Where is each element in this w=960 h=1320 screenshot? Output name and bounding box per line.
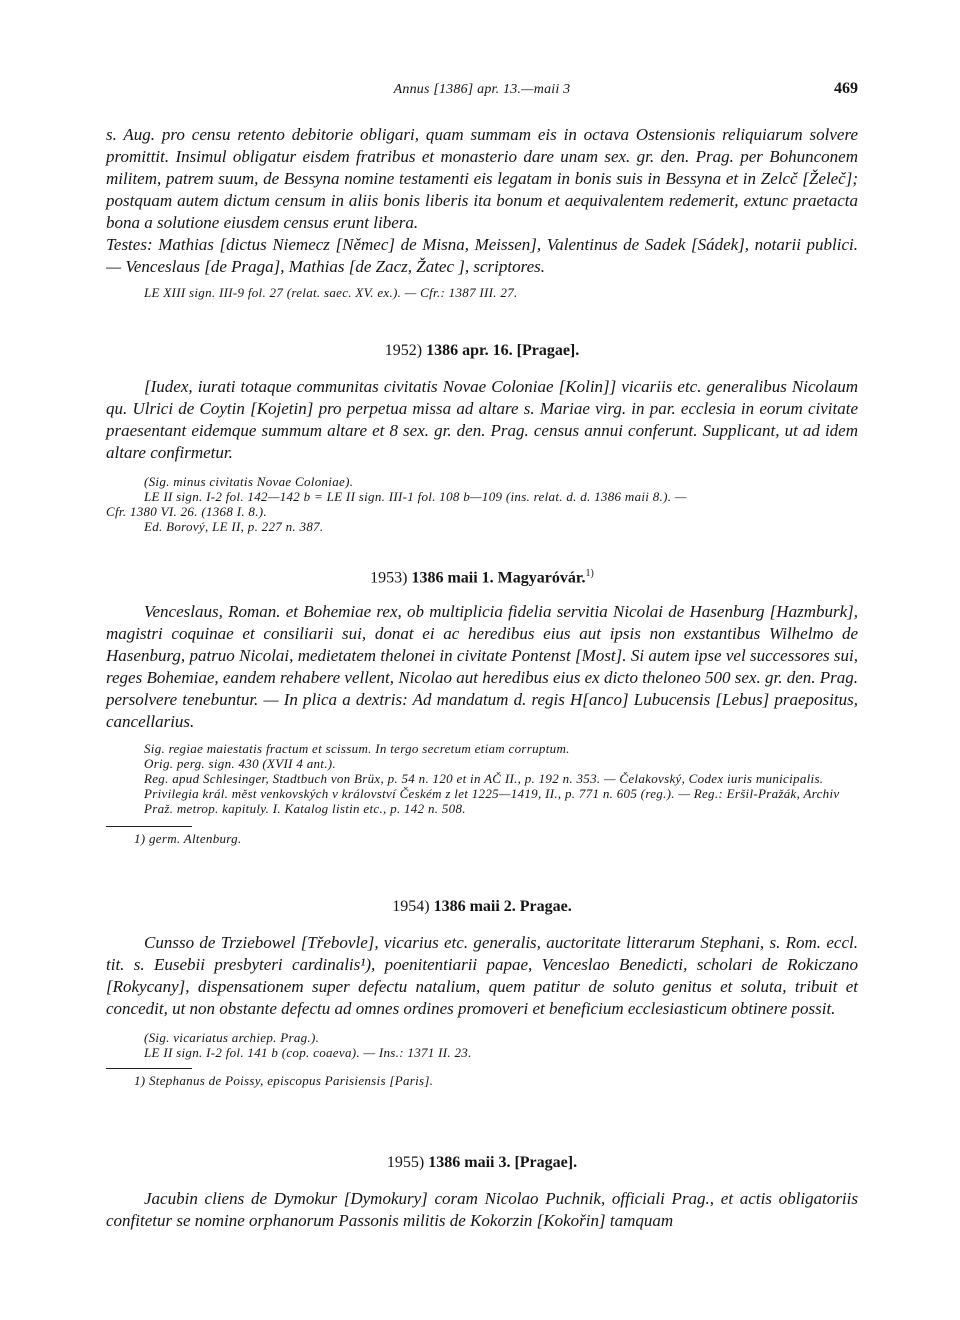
entry-text: Cunsso de Trziebowel [Třebovle], vicarius etc. generalis, auctoritate litterarum Stephani, s. Rom. eccl. tit. s. Eusebii presbyteri cardinalis¹), poenitentiarii papae, Venceslao Benedicti, scholari de Rokiczano [Rokycany], dispensationem super defectu natalium, quem patitur de soluto genitus et soluta, tribuit et concedit, ut non obstante defectu ad omnes ordines promoveri et beneficium ecclesiasticum obtinere possit. — [106, 933, 858, 1018]
entry-heading — [106, 1154, 858, 1172]
footnote: 1) germ. Altenburg. — [134, 831, 242, 847]
entry-heading — [106, 898, 858, 916]
entry-sources — [106, 741, 858, 816]
footnote-mark: 1) — [585, 568, 594, 579]
document-page — [106, 80, 858, 1230]
source-line: LE II sign. I-2 fol. 141 b (cop. coaeva). — Ins.: 1371 II. 23. — [144, 1045, 472, 1060]
source-line: Cfr. 1380 VI. 26. (1368 I. 8.). — [106, 504, 267, 519]
source-line: Orig. perg. sign. 430 (XVII 4 ant.). — [144, 756, 336, 772]
footnote: 1) Stephanus de Poissy, episcopus Parisiensis [Paris]. — [134, 1073, 434, 1088]
source-line: LE II sign. I-2 fol. 142—142 b = LE II sign. III-1 fol. 108 b—109 (ins. relat. d. d. 1386 maii 8.). — — [144, 489, 687, 504]
source-line: Reg. apud Schlesinger, Stadtbuch von Brüx, p. 54 n. 120 et in AČ II., p. 192 n. 353. — Čelakovský, Codex iuris municipalis. Privilegia král. měst venkovských v království Českém z let 1225—1419, II., p. 771 n. 605 (reg.). — Reg.: Eršil-Pražák, Archiv Praž. metrop. kapituly. I. Katalog listin etc., p. 142 n. 508. — [144, 771, 840, 817]
entry-1954 — [106, 898, 858, 1089]
entry-date: 1386 maii 2. Pragae. — [433, 898, 572, 915]
entry-text: Venceslaus, Roman. et Bohemiae rex, ob multiplicia fidelia servitia Nicolai de Hasenburg [Hazmburk], magistri coquinae et consiliarii sui, donat ei ac heredibus eius aut ipsis non exstantibus Wilhelmo de Hasenburg, patruo Nicolai, medietatem thelonei in civitate Pontenst [Most]. Si autem ipse vel successores sui, reges Bohemiae, eandem rehabere vellent, Nicolao aut heredibus eius ex dicto theloneo 500 sex. gr. den. Prag. persolvere tenebuntur. — In plica a dextris: Ad mandatum d. regis H[anco] Lubucensis [Lebus] praepositus, cancellarius. — [106, 602, 858, 732]
source-line: Sig. regiae maiestatis fractum et scissum. In tergo secretum etiam corruptum. — [144, 741, 570, 757]
source-line: Ed. Borový, LE II, p. 227 n. 387. — [144, 519, 324, 534]
entry-1952 — [106, 342, 858, 534]
entry-text: [Iudex, iurati totaque communitas civitatis Novae Coloniae [Kolin]] vicariis etc. generalibus Nicolaum qu. Ulrici de Coytin [Kojetin] pro perpetua missa ad altare s. Mariae virg. in par. ecclesia in eorum civitate praesentant eidemque summum altare et 8 sex. gr. den. Prag. census annui conferunt. Supplicant, ut ad idem altare confirmetur. — [106, 377, 858, 462]
entry-number: 1954) — [392, 898, 430, 915]
entry-text: Jacubin cliens de Dymokur [Dymokury] coram Nicolao Puchnik, officiali Prag., et actis obligatoriis confitetur se nomine orphanorum Passonis militis de Kokorzin [Kokořin] tamquam — [106, 1189, 858, 1230]
entry-number: 1952) — [384, 342, 423, 359]
continuation-text: s. Aug. pro censu retento debitorie obligari, quam summam eis in octava Ostensionis reliquiarum solvere promittit. Insimul obligatur eisdem fratribus et monasterio dare unam sex. gr. den. Prag. per Bohunconem militem, patrem suum, de Bessyna nomine testamenti eis legatam in bonis suis in Bessyna et in Zelcč [Želeč]; postquam autem dictum censum in aliis bonis liberis ita bonum et aequivalentem redemerit, extunc praetacta bona a solutione eiusdem census erunt libera. — [106, 125, 858, 232]
entry-sources — [106, 1030, 858, 1060]
running-header — [106, 80, 858, 104]
page-number: 469 — [834, 80, 858, 97]
witnesses-text: Testes: Mathias [dictus Niemecz [Němec] de Misna, Meissen], Valentinus de Sadek [Sádek], notarii publici. — Venceslaus [de Praga], Mathias [de Zacz, Žatec ], scriptores. — [106, 235, 858, 276]
entry-1953 — [106, 568, 858, 847]
footnote-rule — [106, 1068, 192, 1069]
entry-number: 1955) — [386, 1154, 425, 1171]
continuation-source: LE XIII sign. III-9 fol. 27 (relat. saec. XV. ex.). — Cfr.: 1387 III. 27. — [144, 285, 518, 300]
footnote-rule — [106, 826, 192, 827]
entry-number: 1953) — [370, 569, 408, 587]
running-title: Annus [1386] apr. 13.—maii 3 — [393, 82, 571, 97]
source-line: (Sig. minus civitatis Novae Coloniae). — [144, 474, 354, 489]
entry-sources — [106, 474, 858, 534]
source-line: (Sig. vicariatus archiep. Prag.). — [144, 1030, 320, 1045]
entry-heading — [106, 342, 858, 360]
entry-date: 1386 maii 3. [Pragae]. — [428, 1154, 578, 1171]
entry-date: 1386 maii 1. Magyaróvár. — [411, 569, 586, 587]
entry-date: 1386 apr. 16. [Pragae]. — [426, 342, 580, 359]
continuation-entry — [106, 124, 858, 300]
entry-heading — [106, 568, 858, 587]
entry-1955 — [106, 1154, 858, 1232]
